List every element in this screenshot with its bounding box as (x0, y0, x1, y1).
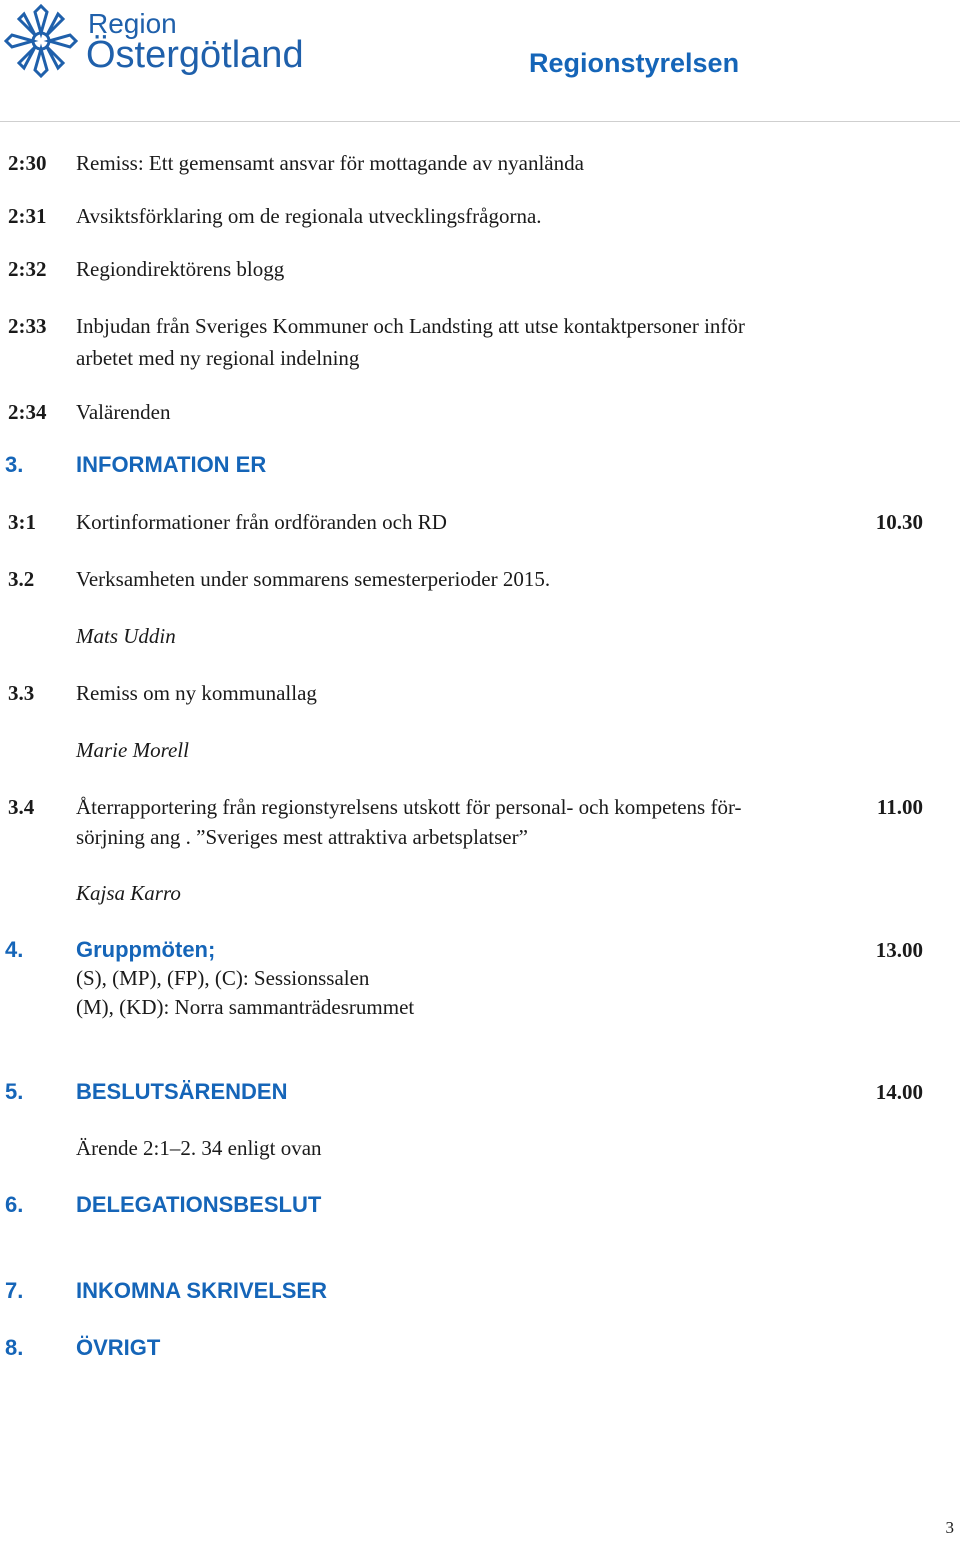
item-time: 11.00 (876, 795, 923, 819)
page-number: 3 (945, 1518, 954, 1537)
section-number: 4. (5, 937, 24, 962)
item-text: Valärenden (76, 400, 171, 424)
item-number: 2:30 (8, 151, 47, 175)
section-title: Gruppmöten; (76, 937, 216, 962)
flower-logo-icon (4, 4, 78, 78)
room-line: (S), (MP), (FP), (C): Sessionssalen (76, 966, 370, 990)
section-number: 8. (5, 1335, 24, 1360)
section-time: 14.00 (875, 1080, 923, 1104)
item-text: Regiondirektörens blogg (76, 257, 285, 281)
item-number: 3.2 (8, 567, 35, 591)
logo-region-text: Region (88, 8, 177, 39)
section-number: 6. (5, 1192, 24, 1217)
item-text-continued: arbetet med ny regional indelning (76, 346, 360, 370)
item-text: Remiss om ny kommunallag (76, 681, 317, 705)
header-divider (0, 121, 960, 122)
item-number: 3:1 (8, 510, 36, 534)
section-time: 13.00 (875, 938, 923, 962)
logo (4, 4, 314, 80)
section-number: 3. (5, 452, 24, 477)
item-text: Verksamheten under sommarens semesterperioder 2015. (76, 567, 551, 591)
logo-ostergotland-text: Östergötland (86, 34, 304, 76)
item-number: 2:34 (8, 400, 47, 424)
item-text: Avsiktsförklaring om de regionala utvecklingsfrågorna. (76, 204, 542, 228)
presenter-name: Marie Morell (76, 738, 189, 762)
item-text: Remiss: Ett gemensamt ansvar för mottagande av nyanlända (76, 151, 584, 175)
item-time: 10.30 (875, 510, 923, 534)
section-title: ÖVRIGT (76, 1335, 161, 1360)
section-title: INKOMNA SKRIVELSER (76, 1278, 327, 1303)
section-number: 7. (5, 1278, 24, 1303)
item-text: Återrapportering från regionstyrelsens utskott för personal- och kompetens för- (76, 795, 742, 819)
item-text: Inbjudan från Sveriges Kommuner och Landsting att utse kontaktpersoner inför (76, 314, 745, 338)
item-number: 2:31 (8, 204, 47, 228)
section-title: BESLUTSÄRENDEN (76, 1079, 288, 1104)
item-number: 3.3 (8, 681, 35, 705)
section-number: 5. (5, 1079, 24, 1104)
item-text: Kortinformationer från ordföranden och RD (76, 510, 447, 534)
item-text: Ärende 2:1–2. 34 enligt ovan (76, 1136, 322, 1160)
item-number: 3.4 (8, 795, 35, 819)
document-title: Regionstyrelsen (529, 48, 740, 78)
item-text-continued: sörjning ang . ”Sveriges mest attraktiva arbetsplatser” (76, 825, 528, 849)
presenter-name: Kajsa Karro (76, 881, 181, 905)
room-line: (M), (KD): Norra sammanträdesrummet (76, 995, 415, 1019)
section-title: DELEGATIONSBESLUT (76, 1192, 322, 1217)
presenter-name: Mats Uddin (76, 624, 176, 648)
section-title: INFORMATION ER (76, 452, 267, 477)
item-number: 2:32 (8, 257, 47, 281)
item-number: 2:33 (8, 314, 47, 338)
